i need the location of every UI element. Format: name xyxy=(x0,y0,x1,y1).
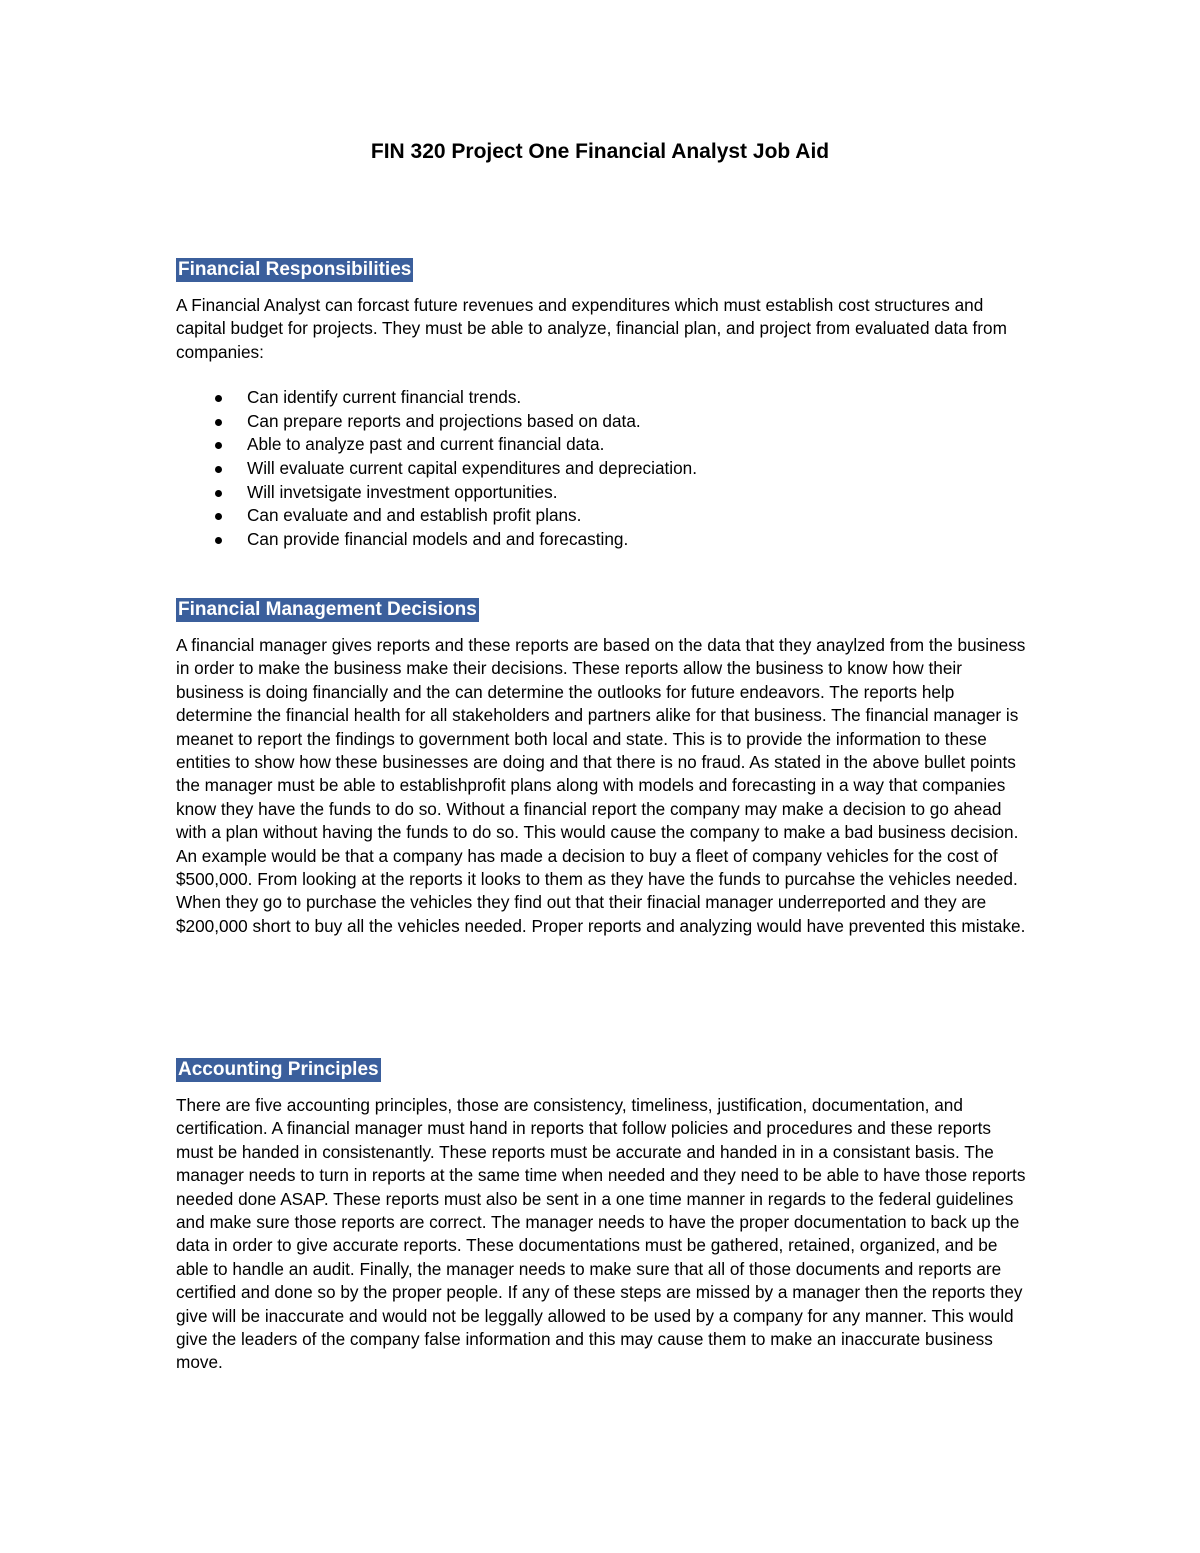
bullet-icon xyxy=(215,442,222,449)
responsibilities-list xyxy=(176,386,1026,551)
section-paragraph: A financial manager gives reports and these reports are based on the data that they anaylzed from the business in order to make the business make their decisions. These reports allow the business to know how their business is doing financially and the can determine the outlooks for future endeavors. The reports help determine the financial health for all stakeholders and partners alike for that business. The financial manager is meanet to report the findings to government both local and state. This is to provide the information to these entities to show how these businesses are doing and that there is no fraud. As stated in the above bullet points the manager must be able to establishprofit plans along with models and forecasting in a way that companies know they have the funds to do so. Without a financial report the company may make a decision to go ahead with a plan without having the funds to do so. This would cause the company to make a bad business decision. An example would be that a company has made a decision to buy a fleet of company vehicles for the cost of $500,000. From looking at the reports it looks to them as they have the funds to purcahse the vehicles needed. When they go to purchase the vehicles they find out that their finacial manager underreported and they are $200,000 short to buy all the vehicles needed. Proper reports and analyzing would have prevented this mistake. xyxy=(176,635,1026,936)
section-heading: Financial Management Decisions xyxy=(178,599,477,620)
bullet-icon xyxy=(215,466,222,473)
bullet-icon xyxy=(215,513,222,520)
section-financial-management-decisions xyxy=(176,598,1026,938)
list-item xyxy=(176,457,1026,481)
bullet-icon xyxy=(215,395,222,402)
section-heading: Accounting Principles xyxy=(178,1059,379,1080)
list-item xyxy=(176,433,1026,457)
section-paragraph: There are five accounting principles, those are consistency, timeliness, justification, documentation, and certification. A financial manager must hand in reports that follow policies and procedures and these reports must be handed in consistenantly. These reports must be accurate and handed in in a consistant basis. The manager needs to turn in reports at the same time when needed and they need to be able to have those reports needed done ASAP. These reports must also be sent in a one time manner in regards to the federal guidelines and make sure those reports are correct. The manager needs to have the proper documentation to back up the data in order to give accurate reports. These documentations must be gathered, retained, organized, and be able to handle an audit. Finally, the manager needs to make sure that all of those documents and reports are certified and done so by the proper people. If any of these steps are missed by a manager then the reports they give will be inaccurate and would not be leggally allowed to be used by a company for any manner. This would give the leaders of the company false information and this may cause them to make an inaccurate business move. xyxy=(176,1095,1026,1373)
bullet-icon xyxy=(215,537,222,544)
list-item xyxy=(176,410,1026,434)
document-title: FIN 320 Project One Financial Analyst Job Aid xyxy=(370,140,830,163)
list-item xyxy=(176,481,1026,505)
list-item xyxy=(176,386,1026,410)
bullet-icon xyxy=(215,419,222,426)
list-item-text: Will invetsigate investment opportunities. xyxy=(247,481,558,502)
list-item-text: Can prepare reports and projections based on data. xyxy=(247,410,641,431)
list-item-text: Can evaluate and and establish profit plans. xyxy=(247,505,582,526)
bullet-icon xyxy=(215,490,222,497)
list-item-text: Will evaluate current capital expenditures and depreciation. xyxy=(247,458,697,478)
list-item xyxy=(176,504,1026,528)
section-paragraph: A Financial Analyst can forcast future revenues and expenditures which must establish cost structures and capital budget for projects. They must be able to analyze, financial plan, and project from evaluated data from companies: xyxy=(176,295,1007,362)
list-item-text: Can provide financial models and and forecasting. xyxy=(247,528,629,549)
list-item xyxy=(176,528,1026,552)
section-accounting-principles xyxy=(176,1058,1026,1375)
section-heading: Financial Responsibilities xyxy=(178,259,412,280)
section-financial-responsibilities xyxy=(176,258,1026,551)
list-item-text: Able to analyze past and current financial data. xyxy=(247,434,605,455)
list-item-text: Can identify current financial trends. xyxy=(247,387,522,408)
